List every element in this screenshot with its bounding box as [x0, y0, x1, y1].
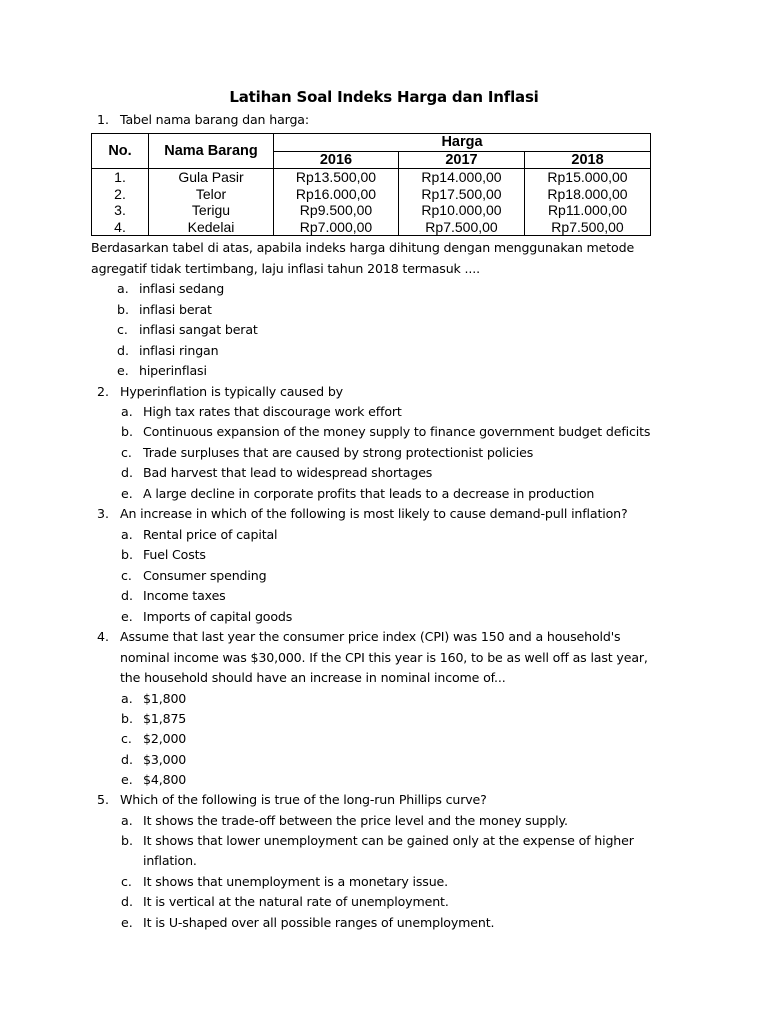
header-year: 2018	[525, 152, 651, 169]
cell-price: Rp10.000,00	[399, 202, 525, 219]
option-letter: e.	[121, 772, 133, 787]
cell-price: Rp15.000,00	[525, 169, 651, 186]
option-letter: d.	[121, 752, 133, 767]
option-letter: a.	[121, 691, 133, 706]
q4-option-a: $1,800	[143, 691, 187, 706]
option-letter: e.	[121, 609, 133, 624]
cell-price: Rp13.500,00	[274, 169, 399, 186]
option-letter: d.	[121, 465, 133, 480]
cell-no: 2.	[92, 186, 149, 203]
cell-nama: Gula Pasir	[149, 169, 274, 186]
q2-text: Hyperinflation is typically caused by	[120, 384, 343, 399]
q1-option-e: hiperinflasi	[139, 363, 207, 378]
cell-no: 1.	[92, 169, 149, 186]
cell-price: Rp16.000,00	[274, 186, 399, 203]
option-letter: a.	[121, 813, 133, 828]
q3-option-a: Rental price of capital	[143, 527, 278, 542]
q4-option-c: $2,000	[143, 731, 187, 746]
q5-text: Which of the following is true of the long-run Phillips curve?	[120, 792, 487, 807]
q2-option-e: A large decline in corporate profits that leads to a decrease in production	[143, 486, 595, 501]
q1-option-b: inflasi berat	[139, 302, 212, 317]
q5-option-d: It is vertical at the natural rate of unemployment.	[143, 894, 449, 909]
q3-text: An increase in which of the following is most likely to cause demand-pull inflation?	[120, 506, 628, 521]
option-letter: c.	[121, 874, 132, 889]
cell-price: Rp9.500,00	[274, 202, 399, 219]
q1-text-line1: Berdasarkan tabel di atas, apabila indeks harga dihitung dengan menggunakan metode	[91, 240, 635, 255]
option-letter: e.	[117, 363, 129, 378]
q5-option-c: It shows that unemployment is a monetary issue.	[143, 874, 448, 889]
q5-option-e: It is U-shaped over all possible ranges of unemployment.	[143, 915, 495, 930]
q4-option-d: $3,000	[143, 752, 187, 767]
option-letter: a.	[121, 527, 133, 542]
cell-nama: Telor	[149, 186, 274, 203]
table-row	[92, 202, 651, 219]
cell-price: Rp7.500,00	[525, 219, 651, 236]
option-letter: c.	[121, 445, 132, 460]
q1-option-c: inflasi sangat berat	[139, 322, 258, 337]
option-letter: c.	[121, 568, 132, 583]
q3-option-e: Imports of capital goods	[143, 609, 293, 624]
cell-price: Rp11.000,00	[525, 202, 651, 219]
cell-nama: Kedelai	[149, 219, 274, 236]
table-row	[92, 219, 651, 236]
option-letter: b.	[117, 302, 129, 317]
q1-text-line2: agregatif tidak tertimbang, laju inflasi tahun 2018 termasuk ....	[91, 261, 480, 276]
q4-option-e: $4,800	[143, 772, 187, 787]
q1-intro: Tabel nama barang dan harga:	[120, 112, 309, 127]
q2-option-d: Bad harvest that lead to widespread shortages	[143, 465, 433, 480]
option-letter: d.	[121, 894, 133, 909]
option-letter: c.	[117, 322, 128, 337]
q5-option-a: It shows the trade-off between the price level and the money supply.	[143, 813, 568, 828]
cell-nama: Terigu	[149, 202, 274, 219]
cell-price: Rp14.000,00	[399, 169, 525, 186]
header-no: No.	[92, 134, 149, 169]
header-year: 2017	[399, 152, 525, 169]
q4-line3: the household should have an increase in nominal income of...	[120, 670, 506, 685]
header-year: 2016	[274, 152, 399, 169]
table-row	[92, 186, 651, 203]
option-letter: e.	[121, 915, 133, 930]
header-harga: Harga	[274, 134, 651, 152]
q4-number: 4.	[97, 629, 110, 644]
q1-option-a: inflasi sedang	[139, 281, 225, 296]
cell-price: Rp7.000,00	[274, 219, 399, 236]
option-letter: b.	[121, 833, 133, 848]
q2-number: 2.	[97, 384, 110, 399]
option-letter: e.	[121, 486, 133, 501]
q3-option-b: Fuel Costs	[143, 547, 206, 562]
q2-option-c: Trade surpluses that are caused by strong protectionist policies	[143, 445, 534, 460]
cell-no: 4.	[92, 219, 149, 236]
q1-number: 1.	[97, 112, 110, 127]
q4-option-b: $1,875	[143, 711, 187, 726]
q4-line2: nominal income was $30,000. If the CPI this year is 160, to be as well off as last year,	[120, 650, 648, 665]
q4-line1: Assume that last year the consumer price index (CPI) was 150 and a household's	[120, 629, 621, 644]
q3-option-c: Consumer spending	[143, 568, 267, 583]
q5-option-b-cont: inflation.	[143, 853, 197, 868]
cell-price: Rp17.500,00	[399, 186, 525, 203]
q5-number: 5.	[97, 792, 110, 807]
q5-option-b: It shows that lower unemployment can be gained only at the expense of higher	[143, 833, 634, 848]
cell-price: Rp7.500,00	[399, 219, 525, 236]
cell-price: Rp18.000,00	[525, 186, 651, 203]
table-row	[92, 169, 651, 186]
q1-option-d: inflasi ringan	[139, 343, 219, 358]
option-letter: d.	[117, 343, 129, 358]
option-letter: d.	[121, 588, 133, 603]
price-table	[91, 133, 651, 236]
option-letter: b.	[121, 711, 133, 726]
q3-number: 3.	[97, 506, 110, 521]
page-title: Latihan Soal Indeks Harga dan Inflasi	[229, 88, 539, 106]
option-letter: c.	[121, 731, 132, 746]
option-letter: a.	[117, 281, 129, 296]
option-letter: a.	[121, 404, 133, 419]
option-letter: b.	[121, 424, 133, 439]
q2-option-b: Continuous expansion of the money supply to finance government budget deficits	[143, 424, 651, 439]
q3-option-d: Income taxes	[143, 588, 226, 603]
cell-no: 3.	[92, 202, 149, 219]
option-letter: b.	[121, 547, 133, 562]
header-nama-barang: Nama Barang	[149, 134, 274, 169]
q2-option-a: High tax rates that discourage work effort	[143, 404, 402, 419]
